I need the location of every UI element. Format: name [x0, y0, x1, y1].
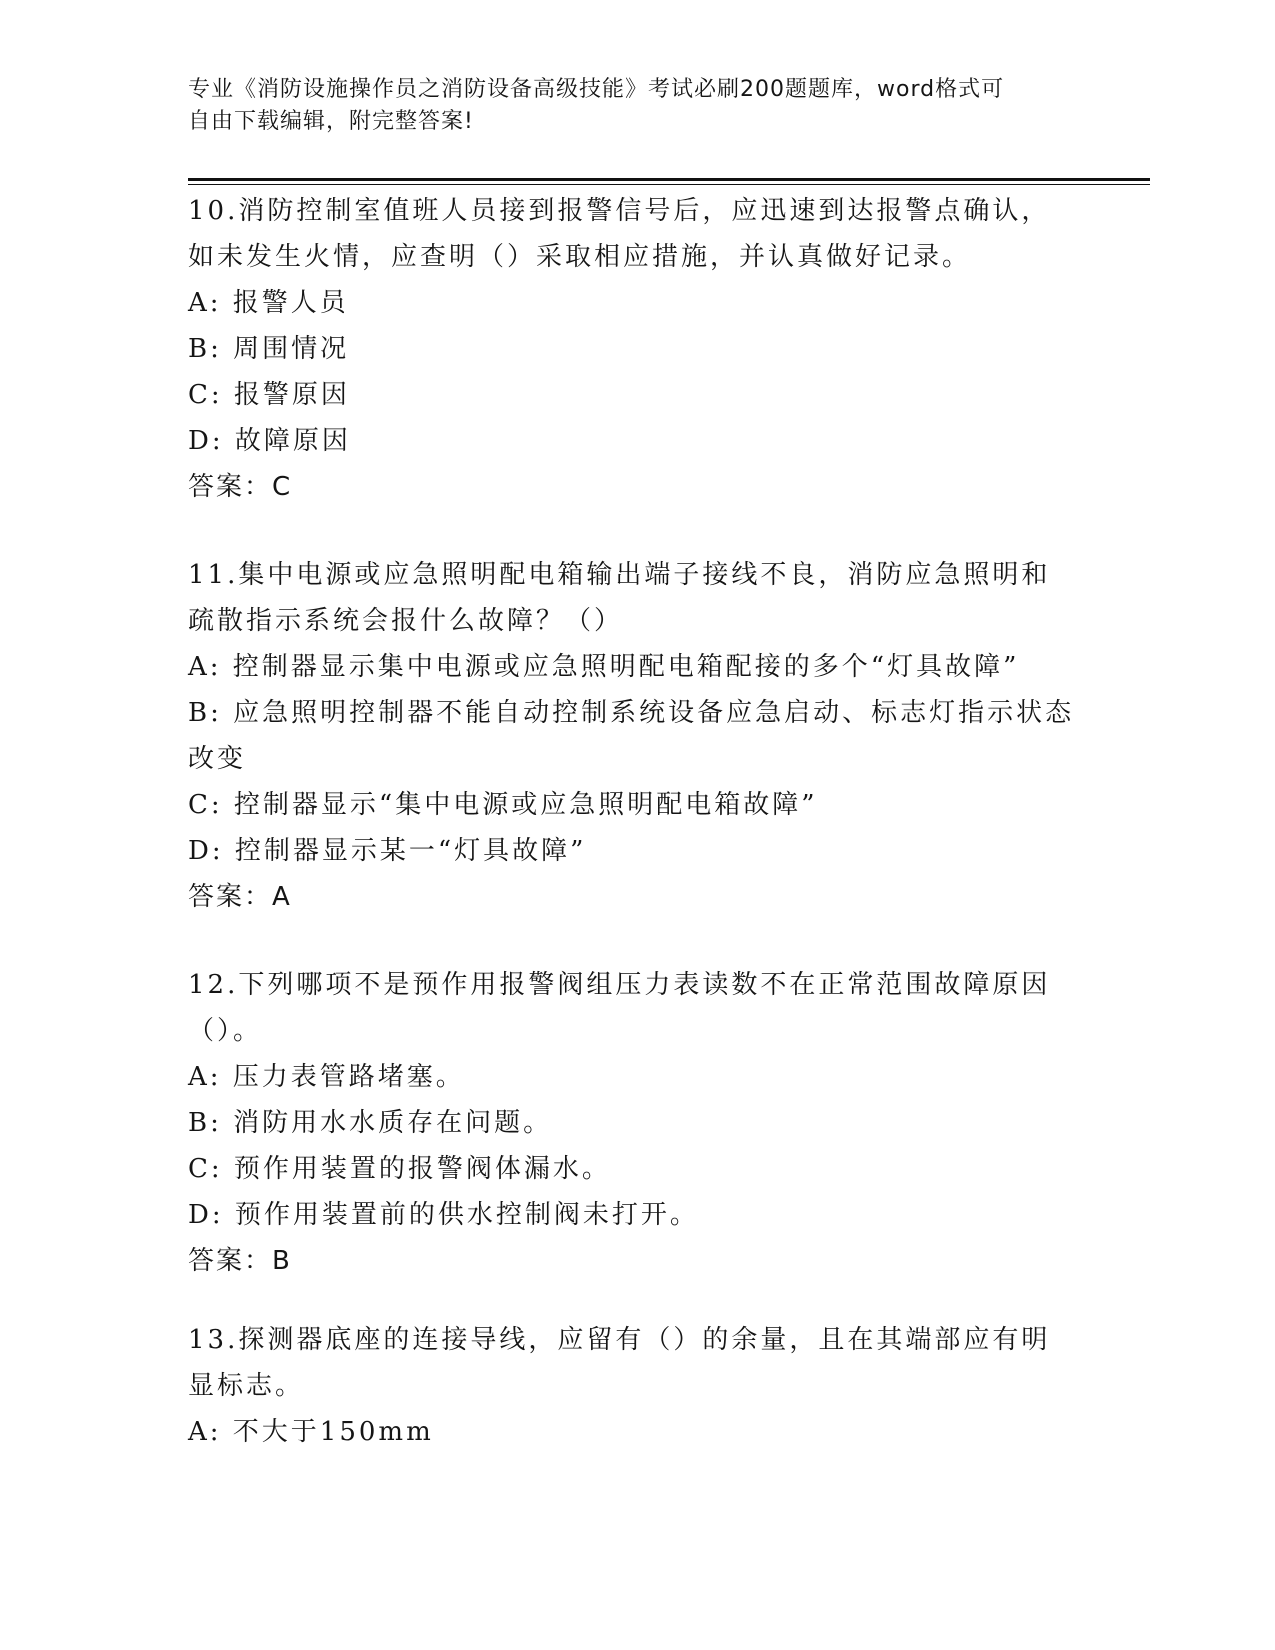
- option-d: D: 故障原因: [188, 426, 351, 456]
- option-a: A: 报警人员: [188, 288, 349, 318]
- answer-label: 答案：A: [188, 882, 292, 912]
- option-c: C: 报警原因: [188, 380, 350, 410]
- question-13: [188, 1317, 1078, 1455]
- header-divider-thin: [188, 184, 1150, 185]
- document-header: [188, 74, 1068, 138]
- header-divider-thick: [188, 178, 1150, 181]
- option-b: B: 消防用水水质存在问题。: [188, 1108, 553, 1138]
- question-stem: 13.探测器底座的连接导线，应留有（）的余量，且在其端部应有明显标志。: [188, 1325, 1051, 1401]
- header-line-1: 专业《消防设施操作员之消防设备高级技能》考试必刷200题题库，word格式可: [188, 77, 1005, 102]
- question-stem: 12.下列哪项不是预作用报警阀组压力表读数不在正常范围故障原因（）。: [188, 970, 1051, 1046]
- option-a: A: 压力表管路堵塞。: [188, 1062, 465, 1092]
- question-12: [188, 962, 1078, 1284]
- option-a: A: 不大于150mm: [188, 1417, 434, 1447]
- answer-label: 答案：B: [188, 1246, 292, 1276]
- question-stem: 11.集中电源或应急照明配电箱输出端子接线不良，消防应急照明和疏散指示系统会报什么故障？（）: [188, 560, 1051, 636]
- option-b: B: 应急照明控制器不能自动控制系统设备应急启动、标志灯指示状态改变: [188, 698, 1075, 774]
- option-a: A: 控制器显示集中电源或应急照明配电箱配接的多个“灯具故障”: [188, 652, 1020, 682]
- option-d: D: 控制器显示某一“灯具故障”: [188, 836, 587, 866]
- answer-label: 答案：C: [188, 472, 293, 502]
- question-10: [188, 188, 1078, 510]
- header-line-2: 自由下载编辑，附完整答案!: [188, 109, 474, 134]
- option-c: C: 预作用装置的报警阀体漏水。: [188, 1154, 611, 1184]
- option-b: B: 周围情况: [188, 334, 350, 364]
- question-11: [188, 552, 1078, 920]
- option-d: D: 预作用装置前的供水控制阀未打开。: [188, 1200, 699, 1230]
- question-stem: 10.消防控制室值班人员接到报警信号后，应迅速到达报警点确认，如未发生火情，应查明（）采取相应措施，并认真做好记录。: [188, 196, 1051, 272]
- option-c: C: 控制器显示“集中电源或应急照明配电箱故障”: [188, 790, 818, 820]
